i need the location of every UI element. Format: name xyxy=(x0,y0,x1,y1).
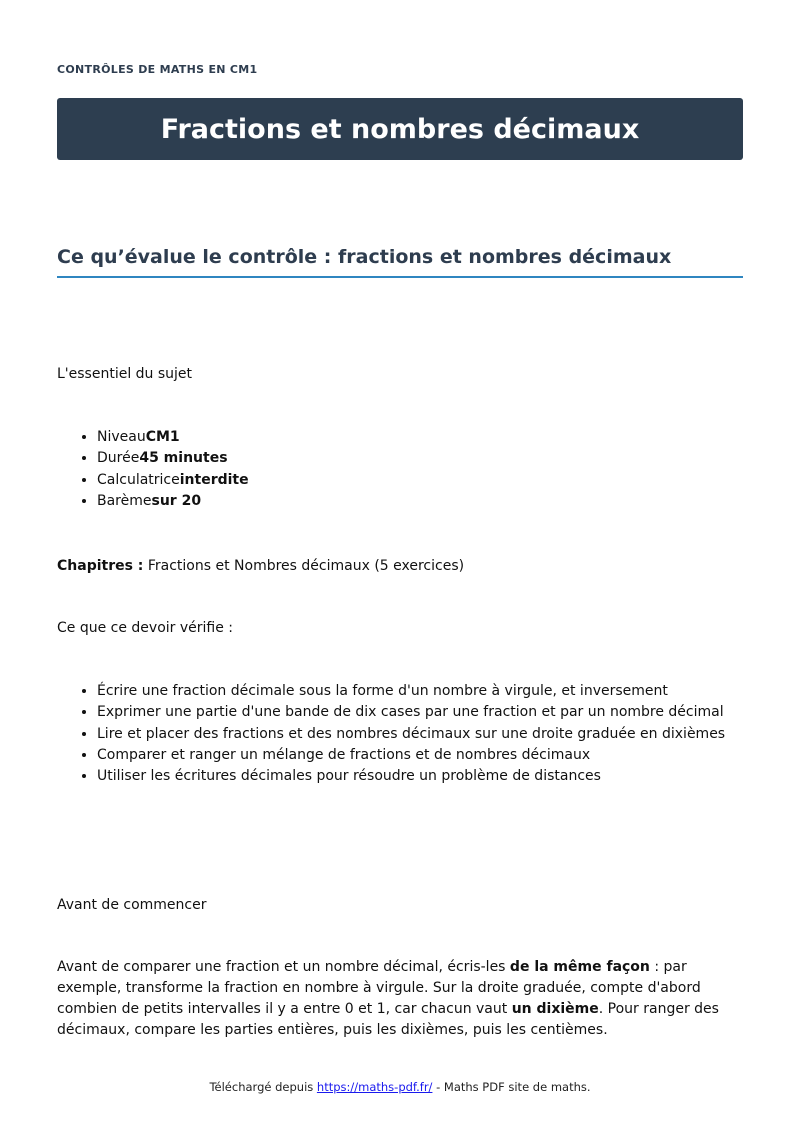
page-footer xyxy=(0,1080,800,1094)
chapters-label: Chapitres : xyxy=(57,558,144,574)
essentials-value: 45 minutes xyxy=(139,450,228,467)
checks-item: • Exprimer une partie d'une bande de dix cases par une fraction et par un nombre décimal xyxy=(97,702,725,723)
essentials-item xyxy=(97,470,249,491)
advice-text: : par exemple, transforme la fraction en nombre à virgule. Sur la droite graduée, compte d'abord combien de petits intervalles il y a entre 0 et 1, car chacun vaut xyxy=(57,959,701,1017)
advice-text: . Pour ranger des décimaux, compare les parties entières, puis les dixièmes, puis les centièmes. xyxy=(57,1001,719,1038)
footer-link[interactable]: https://maths-pdf.fr/ xyxy=(316,1080,433,1094)
checks-item: • Utiliser les écritures décimales pour résoudre un problème de distances xyxy=(97,766,725,787)
advice-paragraph xyxy=(57,957,743,1041)
essentials-list xyxy=(57,427,249,512)
checks-list xyxy=(57,681,725,787)
essentials-label: Barème xyxy=(97,492,152,509)
essentials-label: Durée xyxy=(97,450,140,467)
essentials-label: Niveau xyxy=(97,429,146,445)
chapters-text: Fractions et Nombres décimaux (5 exercices) xyxy=(143,558,465,574)
checks-item: • Comparer et ranger un mélange de fractions et de nombres décimaux xyxy=(97,745,725,766)
essentials-value: interdite xyxy=(179,471,249,488)
essentials-heading: L'essentiel du sujet xyxy=(57,366,193,382)
advice-text: Avant de comparer une fraction et un nombre décimal, écris-les xyxy=(57,959,510,975)
title-banner xyxy=(57,98,743,160)
essentials-value: CM1 xyxy=(145,429,180,445)
checks-heading: Ce que ce devoir vérifie : xyxy=(57,620,234,636)
footer-suffix: - Maths PDF site de maths. xyxy=(432,1080,591,1094)
essentials-label: Calculatrice xyxy=(97,471,180,488)
advice-emphasis: un dixième xyxy=(511,1001,599,1017)
section-title: Ce qu’évalue le contrôle : fractions et nombres décimaux xyxy=(57,246,743,278)
essentials-item xyxy=(97,427,249,448)
essentials-item xyxy=(97,491,249,512)
essentials-item xyxy=(97,448,249,469)
essentials-value: sur 20 xyxy=(151,492,202,509)
advice-heading: Avant de commencer xyxy=(57,897,207,913)
footer-prefix: Téléchargé depuis xyxy=(209,1080,317,1094)
checks-item: • Lire et placer des fractions et des nombres décimaux sur une droite graduée en dixièmes xyxy=(97,724,725,745)
chapters-line xyxy=(57,556,464,577)
document-title: Fractions et nombres décimaux xyxy=(160,113,640,145)
document-kicker: CONTRÔLES DE MATHS EN CM1 xyxy=(57,63,258,76)
checks-item: • Écrire une fraction décimale sous la forme d'un nombre à virgule, et inversement xyxy=(97,681,725,702)
advice-emphasis: de la même façon xyxy=(509,959,650,975)
